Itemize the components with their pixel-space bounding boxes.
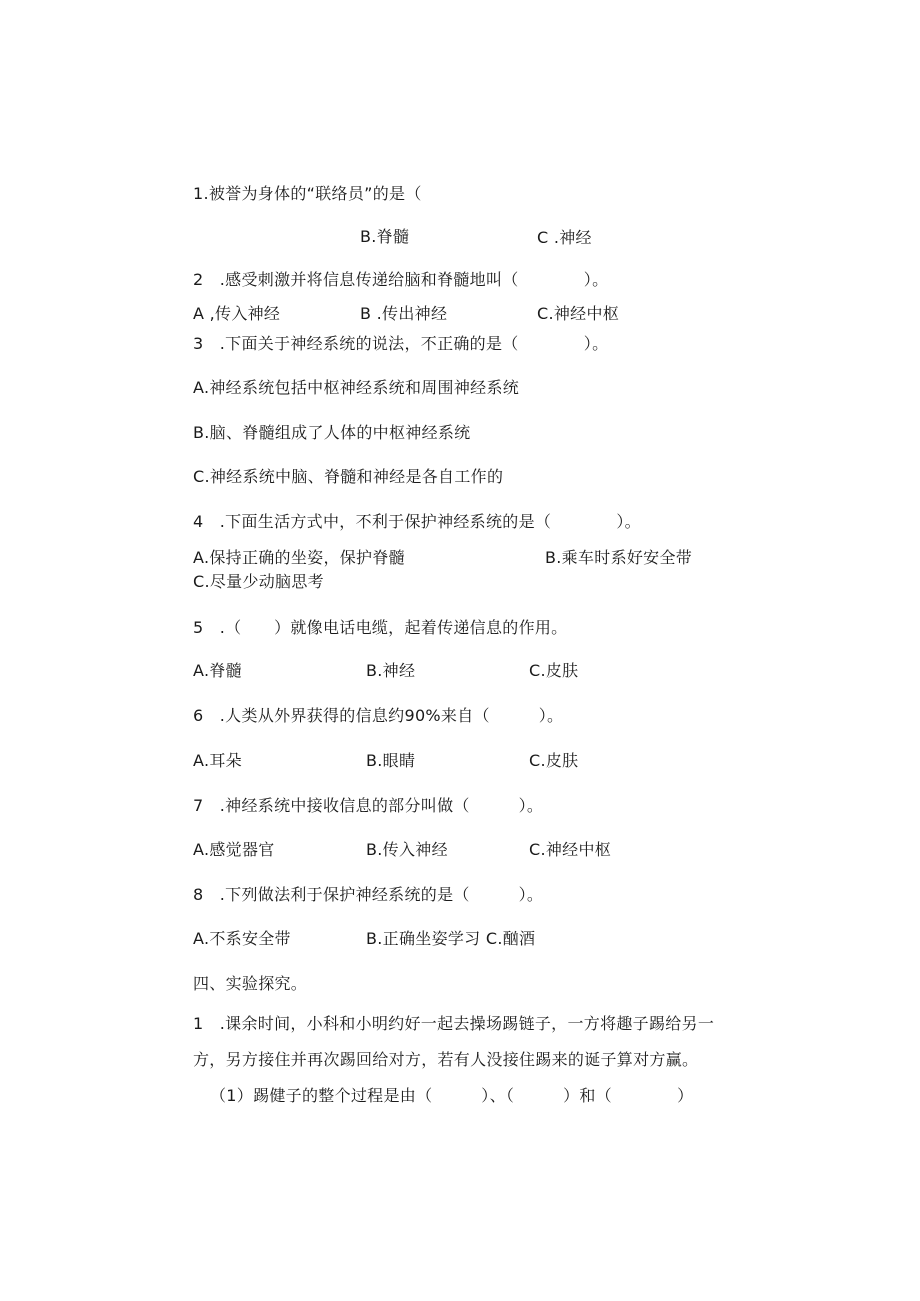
question-3-option-c: C.神经系统中脑、脊髓和神经是各自工作的 bbox=[193, 467, 504, 486]
question-2-option-c: C.神经中枢 bbox=[537, 304, 620, 323]
question-1-option-c: C .神经 bbox=[537, 228, 592, 247]
question-5-stem: 5 .（ ）就像电话电缆，起着传递信息的作用。 bbox=[193, 618, 568, 637]
section-4-heading: 四、实验探究。 bbox=[193, 974, 308, 993]
question-7-option-b: B.传入神经 bbox=[366, 840, 448, 859]
question-1-stem: 1.被誉为身体的“联络员”的是（ bbox=[193, 184, 422, 203]
question-3-option-b: B.脑、脊髓组成了人体的中枢神经系统 bbox=[193, 423, 471, 442]
question-2-stem: 2 .感受刺激并将信息传递给脑和脊髓地叫（ ）。 bbox=[193, 270, 609, 289]
question-4-option-b: B.乘车时系好安全带 bbox=[545, 548, 693, 567]
question-5-option-b: B.神经 bbox=[366, 661, 416, 680]
question-7-stem: 7 .神经系统中接收信息的部分叫做（ ）。 bbox=[193, 796, 544, 815]
section-4-subquestion-1: （1）踢健子的整个过程是由（ ）、（ ）和（ ） bbox=[210, 1086, 694, 1105]
question-8-stem: 8 .下列做法利于保护神经系统的是（ ）。 bbox=[193, 885, 544, 904]
question-6-option-c: C.皮肤 bbox=[529, 751, 579, 770]
question-2-option-b: B .传出神经 bbox=[360, 304, 448, 323]
question-2-option-a: A ,传入神经 bbox=[193, 304, 281, 323]
question-5-option-c: C.皮肤 bbox=[529, 661, 579, 680]
question-8-option-bc: B.正确坐姿学习 C.酗酒 bbox=[366, 929, 536, 948]
section-4-paragraph-line-1: 1 .课余时间，小科和小明约好一起去操场踢链子，一方将趣子踢给另一 bbox=[193, 1014, 715, 1033]
question-4-stem: 4 .下面生活方式中，不利于保护神经系统的是（ ）。 bbox=[193, 512, 641, 531]
question-3-option-a: A.神经系统包括中枢神经系统和周围神经系统 bbox=[193, 378, 520, 397]
question-7-option-c: C.神经中枢 bbox=[529, 840, 612, 859]
question-5-option-a: A.脊髓 bbox=[193, 661, 242, 680]
question-6-stem: 6 .人类从外界获得的信息约90%来自（ ）。 bbox=[193, 706, 564, 725]
question-8-option-a: A.不系安全带 bbox=[193, 929, 291, 948]
question-6-option-b: B.眼睛 bbox=[366, 751, 416, 770]
question-3-stem: 3 .下面关于神经系统的说法，不正确的是（ ）。 bbox=[193, 334, 609, 353]
question-7-option-a: A.感觉器官 bbox=[193, 840, 275, 859]
question-1-option-b: B.脊髓 bbox=[360, 227, 410, 246]
question-6-option-a: A.耳朵 bbox=[193, 751, 242, 770]
section-4-paragraph-line-2: 方，另方接住并再次踢回给对方，若有人没接住踢来的诞子算对方赢。 bbox=[193, 1050, 699, 1069]
question-4-option-c: C.尽量少动脑思考 bbox=[193, 572, 324, 591]
question-4-option-a: A.保持正确的坐姿，保护脊髓 bbox=[193, 548, 405, 567]
